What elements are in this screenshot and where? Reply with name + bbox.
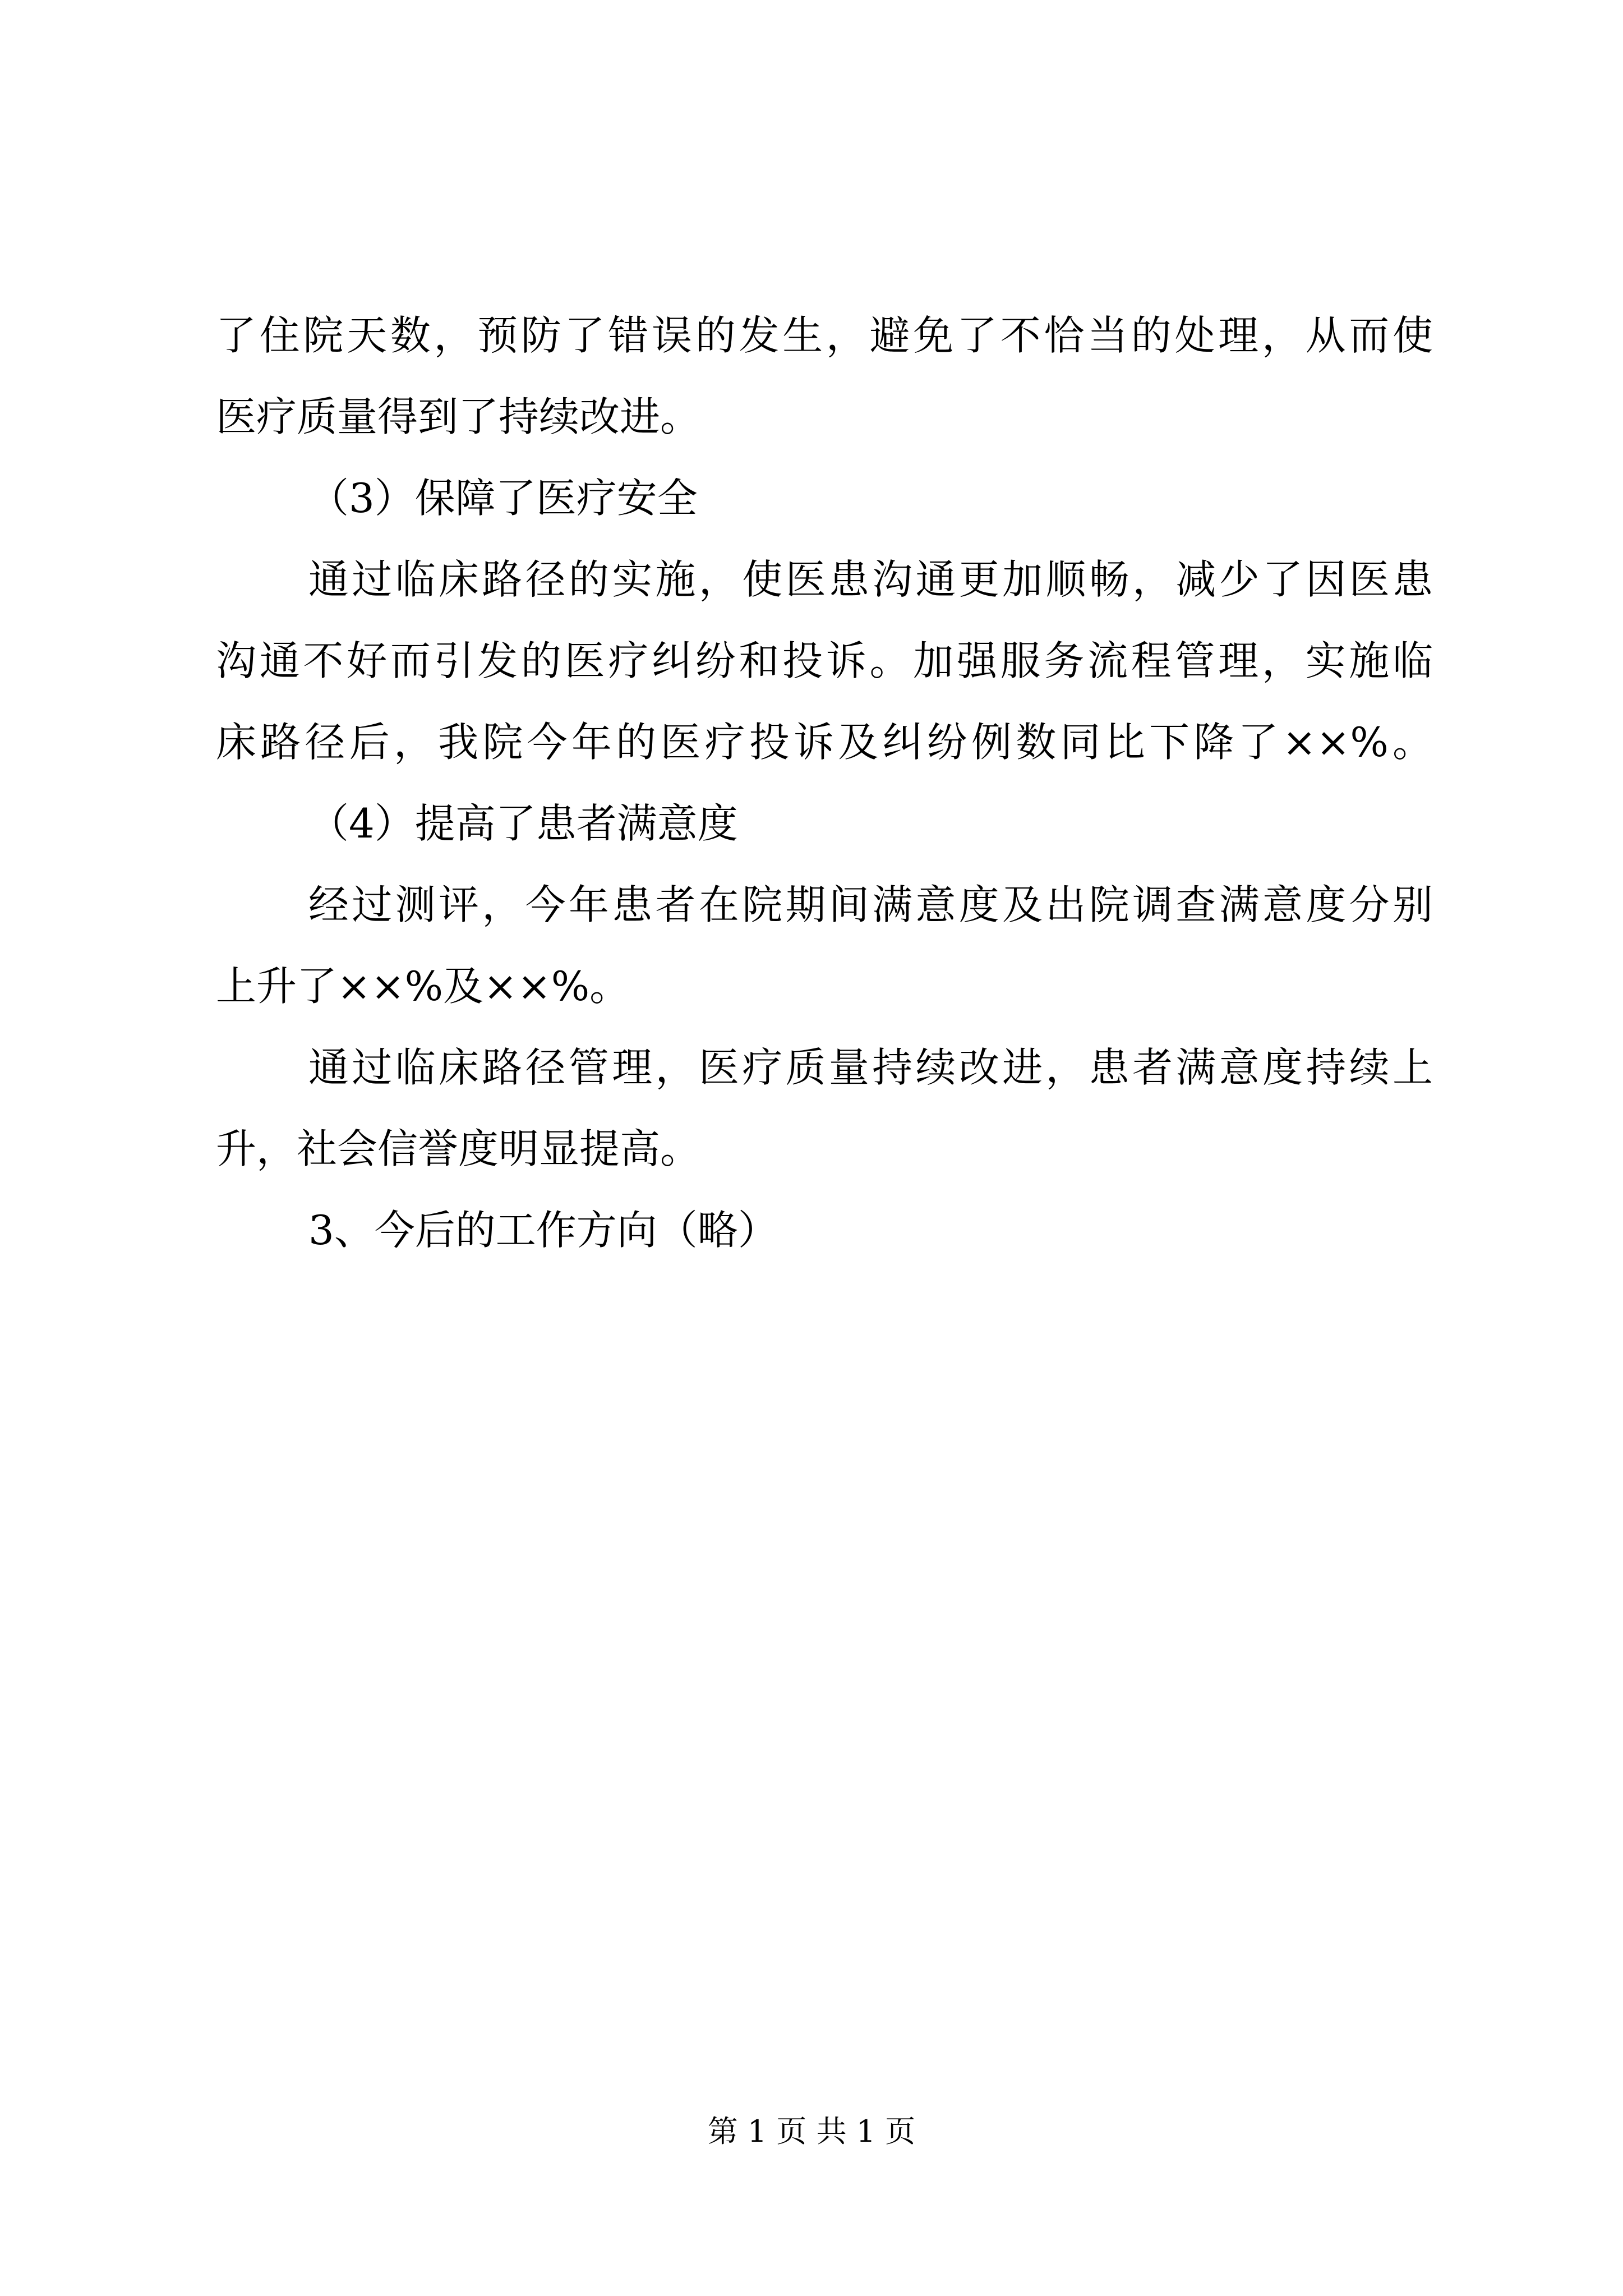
paragraph-line: 上升了××%及××%。: [216, 963, 630, 1010]
paragraph-line: 通过临床路径的实施，使医患沟通更加顺畅，减少了因医患: [308, 556, 1433, 603]
section-heading: （3）保障了医疗安全: [308, 475, 698, 522]
paragraph-line: 升，社会信誉度明显提高。: [216, 1125, 701, 1172]
paragraph-line: 医疗质量得到了持续改进。: [216, 393, 701, 440]
paragraph-line: 经过测评，今年患者在院期间满意度及出院调查满意度分别: [308, 881, 1433, 928]
section-heading: 3、今后的工作方向（略）: [308, 1207, 778, 1254]
paragraph-line: 了住院天数，预防了错误的发生，避免了不恰当的处理，从而使: [216, 312, 1433, 359]
section-heading: （4）提高了患者满意度: [308, 800, 738, 847]
paragraph-line: 通过临床路径管理，医疗质量持续改进，患者满意度持续上: [308, 1044, 1433, 1091]
page-footer: 第 1 页 共 1 页: [707, 2114, 916, 2149]
paragraph-line: 床路径后，我院今年的医疗投诉及纠纷例数同比下降了××%。: [216, 719, 1433, 766]
paragraph-line: 沟通不好而引发的医疗纠纷和投诉。加强服务流程管理，实施临: [216, 637, 1433, 684]
